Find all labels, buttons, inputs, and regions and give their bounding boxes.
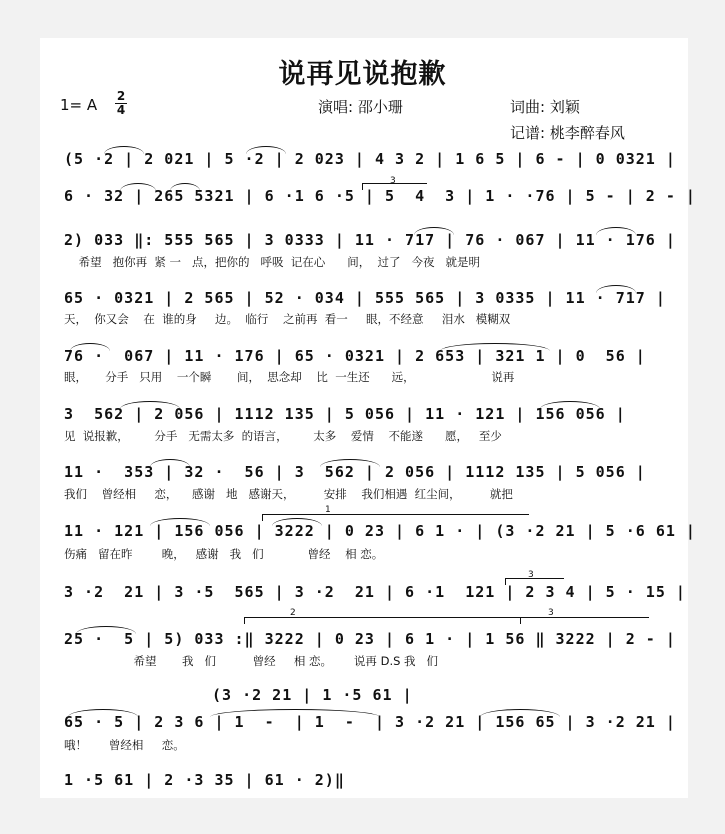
time-signature: [114, 90, 128, 117]
song-title: 说再见说抱歉: [278, 59, 447, 90]
key-signature: 1= A: [60, 96, 98, 114]
melody-line-10: 25 · 5 | 5) 033 :‖ 3222 | 0 23 | 6 1 · | 1 56 ‖ 3222 | 2 - |: [64, 630, 676, 648]
volta-number-1: 1: [325, 505, 331, 515]
lyrics-line-7: 我们 曾经相 恋， 感谢 地 感谢天， 安排 我们相遇 红尘间， 就把: [64, 487, 513, 501]
melody-line-11: (3 ·2 21 | 1 ·5 61 |: [212, 686, 413, 704]
melody-line-12: 65 · 5 | 2 3 6 | 1 - | 1 - | 3 ·2 21 | 156 65 | 3 ·2 21 |: [64, 713, 676, 731]
melody-line-3: 2) 033 ‖: 555 565 | 3 0333 | 11 · 717 | 76 · 067 | 11 · 176 |: [64, 231, 676, 249]
triplet-number-2: 3: [528, 570, 534, 580]
melody-line-1: (5 ·2 | 2 021 | 5 ·2 | 2 023 | 4 3 2 | 1 6 5 | 6 - | 0 0321 |: [64, 150, 676, 168]
volta-bracket-3: [520, 617, 649, 624]
triplet-number: 3: [390, 176, 396, 186]
lyrics-line-8: 伤痛 留在昨 晚， 感谢 我 们 曾经 相 恋。: [64, 547, 384, 561]
melody-line-13: 1 ·5 61 | 2 ·3 35 | 61 · 2)‖: [64, 771, 345, 789]
time-signature-top: 2: [116, 89, 126, 103]
lyricist-credit: 词曲: 刘颖: [510, 98, 580, 116]
melody-line-4: 65 · 0321 | 2 565 | 52 · 034 | 555 565 | 3 0335 | 11 · 717 |: [64, 289, 666, 307]
melody-line-5: 76 · 067 | 11 · 176 | 65 · 0321 | 2 653 | 321 1 | 0 56 |: [64, 347, 646, 365]
melody-line-9: 3 ·2 21 | 3 ·5 565 | 3 ·2 21 | 6 ·1 121 | 2 3 4 | 5 · 15 |: [64, 583, 686, 601]
melody-line-6: 3 562 | 2 056 | 1112 135 | 5 056 | 11 · 121 | 156 056 |: [64, 405, 626, 423]
volta-number-2: 2: [290, 608, 296, 618]
melody-line-8: 11 · 121 | 156 056 | 3222 | 0 23 | 6 1 · | (3 ·2 21 | 5 ·6 61 |: [64, 522, 696, 540]
melody-line-7: 11 · 353 | 32 · 56 | 3 562 | 2 056 | 1112 135 | 5 056 |: [64, 463, 646, 481]
lyrics-line-4: 天， 你又会 在 谁的身 边。 临行 之前再 看一 眼，不经意 泪水 模糊双: [64, 312, 511, 326]
lyrics-line-10: 希望 我 们 曾经 相 恋。 说再 D.S 我 们: [64, 654, 439, 668]
volta-number-3: 3: [548, 608, 554, 618]
singer-credit: 演唱: 邵小珊: [318, 98, 403, 116]
time-signature-bottom: 4: [116, 103, 126, 117]
volta-bracket-2: [244, 617, 529, 624]
lyrics-line-5: 眼， 分手 只用 一个瞬 间， 思念却 比 一生还 远， 说再: [64, 370, 515, 384]
lyrics-line-6: 见 说报歉， 分手 无需太多 的语言， 太多 爱情 不能遂 愿， 至少: [64, 429, 502, 443]
lyrics-line-3: 希望 抱你再 紧 一 点，把你的 呼吸 记在心 间， 过了 今夜 就是明: [64, 255, 480, 269]
transcriber-credit: 记谱: 桃李醉春风: [510, 124, 625, 142]
melody-line-2: 6 · 32 | 265 5321 | 6 ·1 6 ·5 | 5 4 3 | 1 · ·76 | 5 - | 2 - |: [64, 187, 696, 205]
lyrics-line-12: 哦！ 曾经相 恋。: [64, 738, 185, 752]
